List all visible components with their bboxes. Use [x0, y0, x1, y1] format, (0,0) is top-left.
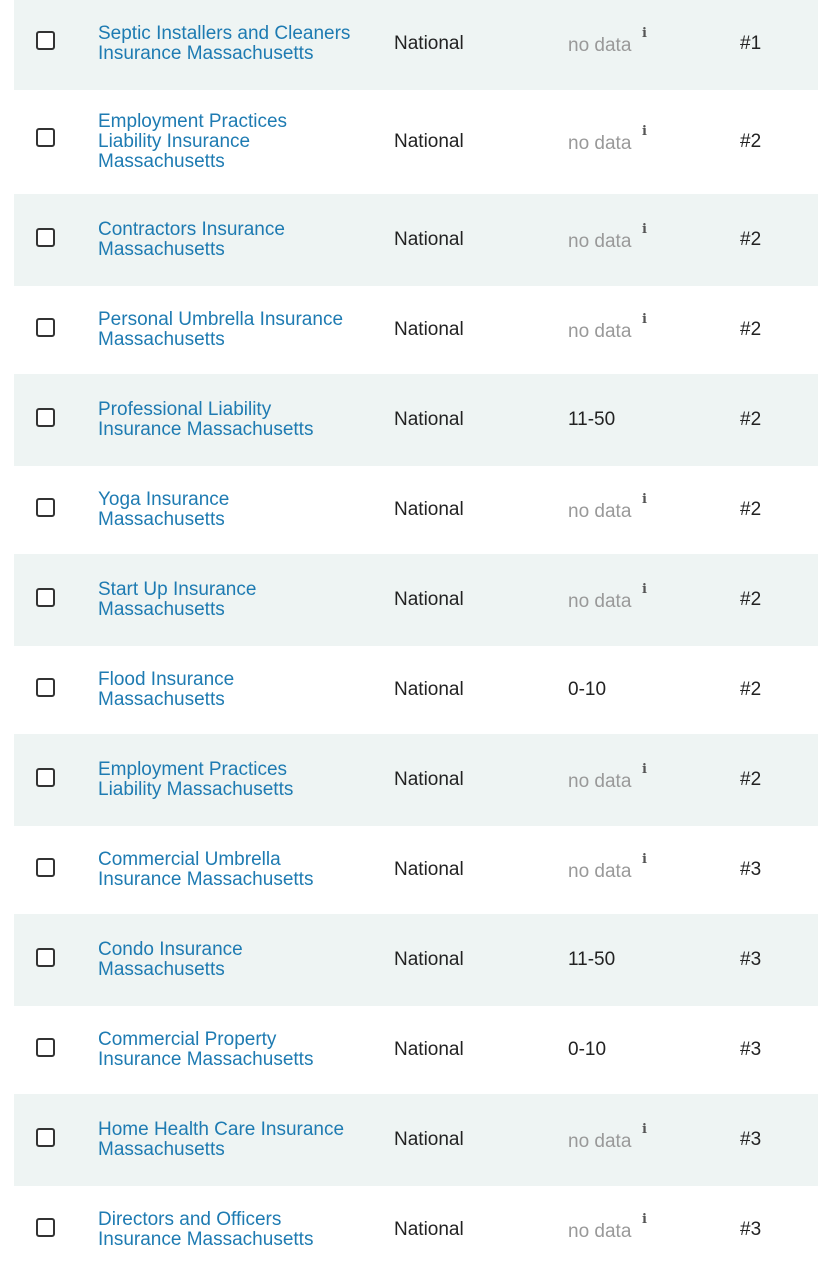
- keyword-line: Massachusetts: [98, 959, 225, 980]
- location-cell: National: [394, 679, 464, 700]
- rank-cell: #2: [740, 769, 762, 790]
- keyword-link[interactable]: [98, 24, 378, 64]
- info-icon[interactable]: i: [642, 312, 647, 327]
- keyword-line: Liability Massachusetts: [98, 779, 294, 800]
- keyword-link[interactable]: [98, 490, 378, 530]
- location-cell: National: [394, 33, 464, 54]
- location-cell: National: [394, 319, 464, 340]
- table-row: [14, 826, 818, 914]
- location-cell: National: [394, 949, 464, 970]
- keyword-link[interactable]: [98, 1030, 378, 1070]
- keyword-link[interactable]: [98, 310, 378, 350]
- location-cell: National: [394, 409, 464, 430]
- table-row: [14, 646, 818, 734]
- rank-cell: #3: [740, 1129, 762, 1150]
- keyword-line: Start Up Insurance: [98, 579, 257, 600]
- table-row: [14, 734, 818, 826]
- rank-cell: #2: [740, 499, 762, 520]
- rank-cell: #3: [740, 949, 762, 970]
- row-checkbox[interactable]: [36, 1128, 55, 1147]
- keyword-link[interactable]: [98, 1210, 378, 1250]
- keyword-line: Massachusetts: [98, 599, 225, 620]
- volume-cell: no data: [568, 1221, 632, 1242]
- keyword-line: Condo Insurance: [98, 939, 243, 960]
- keyword-line: Insurance Massachusetts: [98, 1049, 314, 1070]
- location-cell: National: [394, 1219, 464, 1240]
- keyword-link[interactable]: [98, 760, 378, 800]
- keyword-line: Massachusetts: [98, 689, 225, 710]
- keyword-link[interactable]: [98, 580, 378, 620]
- rank-cell: #3: [740, 1039, 762, 1060]
- keyword-line: Personal Umbrella Insurance: [98, 309, 344, 330]
- keyword-line: Insurance Massachusetts: [98, 43, 314, 64]
- row-checkbox[interactable]: [36, 1038, 55, 1057]
- rank-cell: #2: [740, 679, 762, 700]
- info-icon[interactable]: i: [642, 852, 647, 867]
- rank-cell: #1: [740, 33, 762, 54]
- rank-cell: #2: [740, 131, 762, 152]
- keyword-line: Commercial Umbrella: [98, 849, 281, 870]
- keyword-line: Insurance Massachusetts: [98, 1229, 314, 1250]
- volume-cell: 0-10: [568, 679, 607, 700]
- info-icon[interactable]: i: [642, 582, 647, 597]
- info-icon[interactable]: i: [642, 492, 647, 507]
- volume-cell: 11-50: [568, 409, 616, 430]
- row-checkbox[interactable]: [36, 408, 55, 427]
- row-checkbox[interactable]: [36, 588, 55, 607]
- table-row: [14, 194, 818, 286]
- location-cell: National: [394, 859, 464, 880]
- location-cell: National: [394, 499, 464, 520]
- info-icon[interactable]: i: [642, 1122, 647, 1137]
- keyword-link[interactable]: [98, 670, 378, 710]
- table-row: [14, 1094, 818, 1186]
- info-icon[interactable]: i: [642, 222, 647, 237]
- row-checkbox[interactable]: [36, 228, 55, 247]
- table-row: [14, 286, 818, 374]
- row-checkbox[interactable]: [36, 128, 55, 147]
- table-row: [14, 466, 818, 554]
- table-row: [14, 374, 818, 466]
- keyword-line: Home Health Care Insurance: [98, 1119, 345, 1140]
- table-row: [14, 0, 818, 90]
- keyword-line: Flood Insurance: [98, 669, 235, 690]
- keyword-link[interactable]: [98, 940, 378, 980]
- row-checkbox[interactable]: [36, 678, 55, 697]
- keyword-line: Employment Practices: [98, 759, 288, 780]
- volume-cell: no data: [568, 231, 632, 252]
- info-icon[interactable]: i: [642, 124, 647, 139]
- keyword-line: Liability Insurance: [98, 131, 251, 152]
- row-checkbox[interactable]: [36, 948, 55, 967]
- row-checkbox[interactable]: [36, 31, 55, 50]
- volume-cell: no data: [568, 861, 632, 882]
- row-checkbox[interactable]: [36, 318, 55, 337]
- keyword-link[interactable]: [98, 850, 378, 890]
- location-cell: National: [394, 229, 464, 250]
- keyword-line: Insurance Massachusetts: [98, 869, 314, 890]
- rank-cell: #2: [740, 409, 762, 430]
- location-cell: National: [394, 131, 464, 152]
- row-checkbox[interactable]: [36, 768, 55, 787]
- keyword-line: Professional Liability: [98, 399, 272, 420]
- table-row: [14, 914, 818, 1006]
- location-cell: National: [394, 1039, 464, 1060]
- keyword-line: Yoga Insurance: [98, 489, 230, 510]
- volume-cell: no data: [568, 321, 632, 342]
- table-row: [14, 1006, 818, 1094]
- keyword-line: Insurance Massachusetts: [98, 419, 314, 440]
- keyword-line: Directors and Officers: [98, 1209, 282, 1230]
- keyword-line: Commercial Property: [98, 1029, 277, 1050]
- keyword-line: Massachusetts: [98, 329, 225, 350]
- keyword-line: Massachusetts: [98, 239, 225, 260]
- volume-cell: no data: [568, 591, 632, 612]
- keyword-line: Massachusetts: [98, 509, 225, 530]
- row-checkbox[interactable]: [36, 858, 55, 877]
- location-cell: National: [394, 769, 464, 790]
- keyword-line: Septic Installers and Cleaners: [98, 23, 351, 44]
- volume-cell: 11-50: [568, 949, 616, 970]
- location-cell: National: [394, 589, 464, 610]
- keyword-link[interactable]: [98, 1120, 378, 1160]
- volume-cell: no data: [568, 771, 632, 792]
- keyword-link[interactable]: [98, 112, 378, 172]
- keyword-line: Massachusetts: [98, 1139, 225, 1160]
- keyword-link[interactable]: [98, 220, 378, 260]
- table-row: [14, 554, 818, 646]
- keyword-line: Massachusetts: [98, 151, 225, 172]
- rank-cell: #2: [740, 589, 762, 610]
- keyword-line: Contractors Insurance: [98, 219, 285, 240]
- rank-cell: #3: [740, 859, 762, 880]
- volume-cell: no data: [568, 35, 632, 56]
- table-row: [14, 1186, 818, 1274]
- volume-cell: no data: [568, 1131, 632, 1152]
- row-checkbox[interactable]: [36, 498, 55, 517]
- volume-cell: 0-10: [568, 1039, 607, 1060]
- rank-cell: #2: [740, 229, 762, 250]
- location-cell: National: [394, 1129, 464, 1150]
- table-row: [14, 90, 818, 194]
- rank-cell: #3: [740, 1219, 762, 1240]
- info-icon[interactable]: i: [642, 762, 647, 777]
- info-icon[interactable]: i: [642, 26, 647, 41]
- info-icon[interactable]: i: [642, 1212, 647, 1227]
- rank-cell: #2: [740, 319, 762, 340]
- volume-cell: no data: [568, 133, 632, 154]
- keyword-line: Employment Practices: [98, 111, 288, 132]
- keyword-link[interactable]: [98, 400, 378, 440]
- volume-cell: no data: [568, 501, 632, 522]
- row-checkbox[interactable]: [36, 1218, 55, 1237]
